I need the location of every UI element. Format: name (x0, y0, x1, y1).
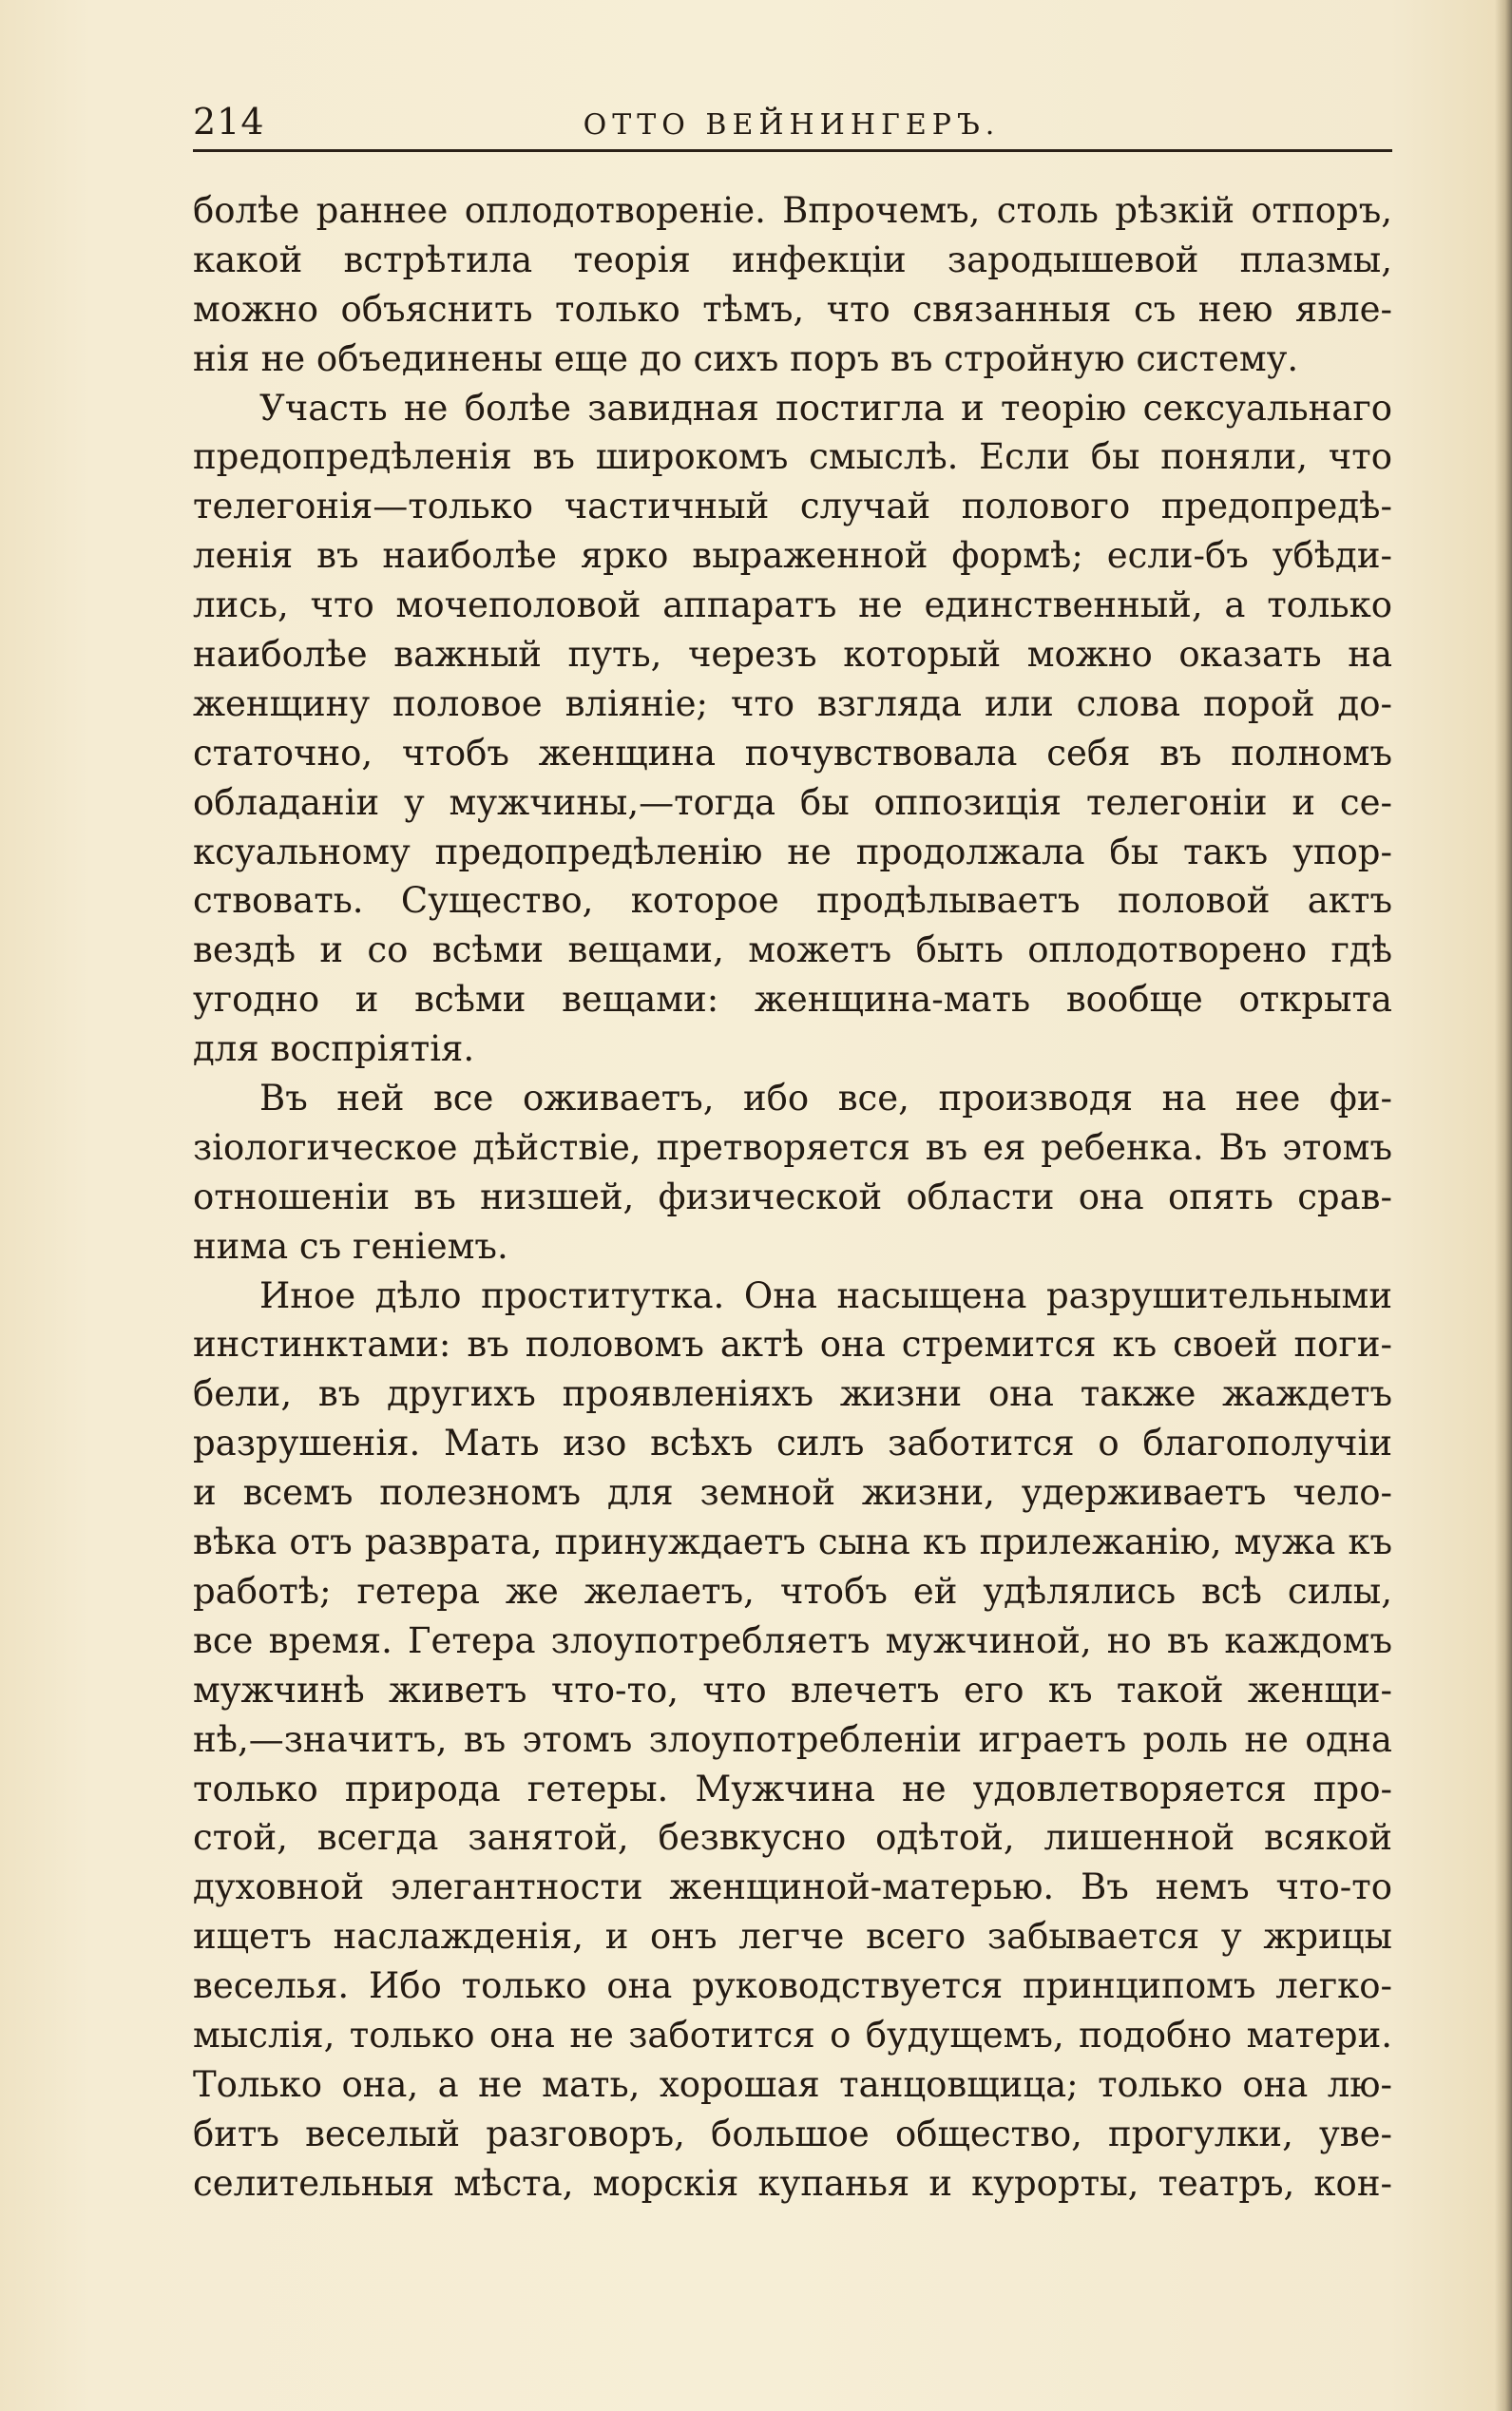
text-line: нима съ геніемъ. (193, 1225, 508, 1267)
text-line: мужчинѣ живетъ что-то, что влечетъ его къ такой женщи- (193, 1669, 1392, 1711)
text-line: нія не объединены еще до сихъ поръ въ стройную систему. (193, 337, 1299, 379)
text-line: предопредѣленія въ широкомъ смыслѣ. Если бы поняли, что (193, 436, 1392, 478)
text-line: какой встрѣтила теорія инфекціи зародышевой плазмы, (193, 239, 1392, 280)
text-line: духовной элегантности женщиной-матерью. Въ немъ что-то (193, 1866, 1392, 1908)
text-line: стой, всегда занятой, безвкусно одѣтой, лишенной всякой (193, 1817, 1392, 1859)
text-line: можно объяснить только тѣмъ, что связанныя съ нею явле- (193, 288, 1392, 330)
text-line: ищетъ наслажденія, и онъ легче всего забывается у жрицы (193, 1916, 1392, 1958)
text-line: нѣ,—значитъ, въ этомъ злоупотребленіи играетъ роль не одна (193, 1718, 1392, 1760)
text-line: мыслія, только она не заботится о будущемъ, подобно матери. (193, 2014, 1392, 2056)
text-line: угодно и всѣми вещами: женщина-мать вообще открыта (193, 979, 1392, 1021)
text-line: зіологическое дѣйствіе, претворяется въ ея ребенка. Въ этомъ (193, 1126, 1392, 1168)
text-line: ксуальному предопредѣленію не продолжала бы такъ упор- (193, 831, 1392, 872)
text-line: телегонія—только частичный случай полового предопредѣ- (193, 486, 1392, 527)
text-line: наиболѣе важный путь, черезъ который можно оказать на (193, 634, 1392, 676)
running-title: ОТТО ВЕЙНИНГЕРЪ. (583, 108, 1001, 142)
text-line: веселья. Ибо только она руководствуется принципомъ легко- (193, 1965, 1392, 2007)
text-line: Въ ней все оживаетъ, ибо все, производя на нее фи- (259, 1078, 1392, 1119)
text-line: для воспріятія. (193, 1028, 475, 1070)
text-line: бели, въ другихъ проявленіяхъ жизни она также жаждетъ (193, 1373, 1392, 1415)
page-number: 214 (193, 101, 265, 143)
text-line: разрушенія. Мать изо всѣхъ силъ заботится о благополучіи (193, 1423, 1392, 1464)
page-header (193, 101, 1390, 150)
text-line: женщину половое вліяніе; что взгляда или слова порой до- (193, 682, 1392, 724)
text-line: Только она, а не мать, хорошая танцовщица; только она лю- (193, 2063, 1392, 2105)
text-line: ленія въ наиболѣе ярко выраженной формѣ; если-бъ убѣди- (193, 535, 1392, 577)
text-line: статочно, чтобъ женщина почувствовала себя въ полномъ (193, 732, 1392, 774)
text-line: инстинктами: въ половомъ актѣ она стремится къ своей поги- (193, 1324, 1392, 1366)
text-line: Иное дѣло проститутка. Она насыщена разрушительными (259, 1274, 1392, 1316)
text-line: селительныя мѣста, морскія купанья и курорты, театръ, кон- (193, 2162, 1392, 2204)
text-line: болѣе раннее оплодотвореніе. Впрочемъ, столь рѣзкій отпоръ, (193, 190, 1392, 231)
text-line: и всемъ полезномъ для земной жизни, удерживаетъ чело- (193, 1472, 1392, 1514)
text-line: вездѣ и со всѣми вещами, можетъ быть оплодотворено гдѣ (193, 929, 1392, 971)
page-gutter-shadow (1495, 0, 1512, 2411)
text-line: лись, что мочеполовой аппаратъ не единственный, а только (193, 584, 1392, 626)
text-line: все время. Гетера злоупотребляетъ мужчиной, но въ каждомъ (193, 1619, 1392, 1661)
text-line: отношеніи въ низшей, физической области она опять срав- (193, 1176, 1392, 1217)
text-line: вѣка отъ разврата, принуждаетъ сына къ прилежанію, мужа къ (193, 1521, 1392, 1563)
text-line: битъ веселый разговоръ, большое общество, прогулки, уве- (193, 2113, 1392, 2154)
text-line: работѣ; гетера же желаетъ, чтобъ ей удѣлялись всѣ силы, (193, 1570, 1392, 1612)
text-line: Участь не болѣе завидная постигла и теорію сексуальнаго (259, 387, 1392, 429)
body-text (193, 186, 1392, 2209)
text-line: ствовать. Существо, которое продѣлываетъ половой актъ (193, 880, 1392, 922)
text-line: только природа гетеры. Мужчина не удовлетворяется про- (193, 1768, 1392, 1809)
header-rule (193, 149, 1392, 152)
text-line: обладаніи у мужчины,—тогда бы оппозиція телегоніи и се- (193, 781, 1392, 823)
